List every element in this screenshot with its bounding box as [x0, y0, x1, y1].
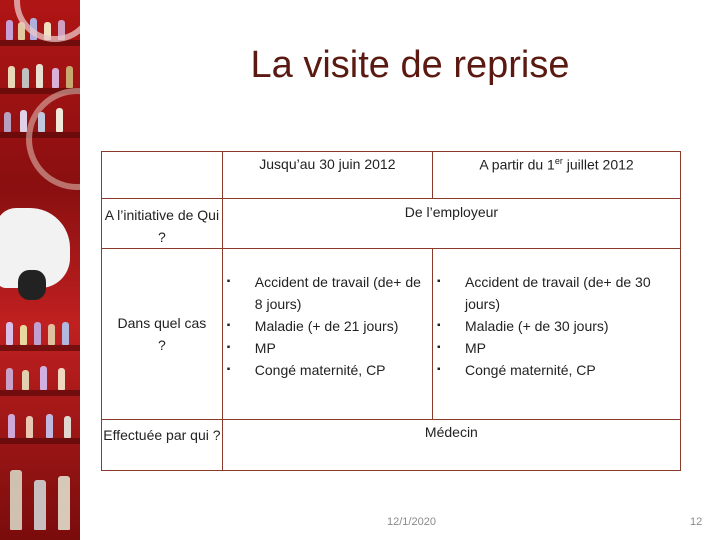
cases-before-list — [223, 249, 432, 381]
header-after-superscript: er — [554, 156, 563, 166]
slide-title: La visite de reprise — [250, 44, 570, 86]
row-label-cases — [102, 249, 223, 420]
table-row — [102, 199, 681, 249]
header-after-suffix: juillet 2012 — [562, 156, 634, 173]
performed-by-value: Médecin — [222, 420, 680, 471]
list-item: ▪ Maladie (+ de 21 jours) — [223, 315, 428, 337]
table-row — [102, 249, 681, 420]
table-header-row — [102, 152, 681, 199]
comparison-table — [101, 151, 681, 471]
list-item: ▪ MP — [433, 337, 676, 359]
row-label-performed-by: Effectuée par qui ? — [102, 420, 223, 471]
header-after-july-2012 — [433, 152, 681, 199]
list-item: ▪ Accident de travail (de+ de 8 jours) — [223, 271, 428, 315]
slide-number: 12 — [690, 516, 703, 528]
cases-before-cell — [222, 249, 432, 420]
header-before-july-2012: Jusqu’au 30 juin 2012 — [222, 152, 432, 199]
initiative-value: De l’employeur — [222, 199, 680, 249]
list-item: ▪ Accident de travail (de+ de 30 jours) — [433, 271, 676, 315]
table-row — [102, 420, 681, 471]
cases-after-list — [433, 249, 680, 381]
list-item: ▪ Maladie (+ de 30 jours) — [433, 315, 676, 337]
header-empty-cell — [102, 152, 223, 199]
row-label-initiative: A l’initiative de Qui ? — [102, 199, 223, 249]
list-item: ▪ Congé maternité, CP — [433, 359, 676, 381]
list-item: ▪ Congé maternité, CP — [223, 359, 428, 381]
list-item: ▪ MP — [223, 337, 428, 359]
row-label-cases-text: Dans quel cas ? — [117, 315, 207, 353]
cases-after-cell — [433, 249, 681, 420]
header-after-prefix: A partir du 1 — [479, 156, 555, 173]
slide-date: 12/1/2020 — [387, 516, 436, 528]
